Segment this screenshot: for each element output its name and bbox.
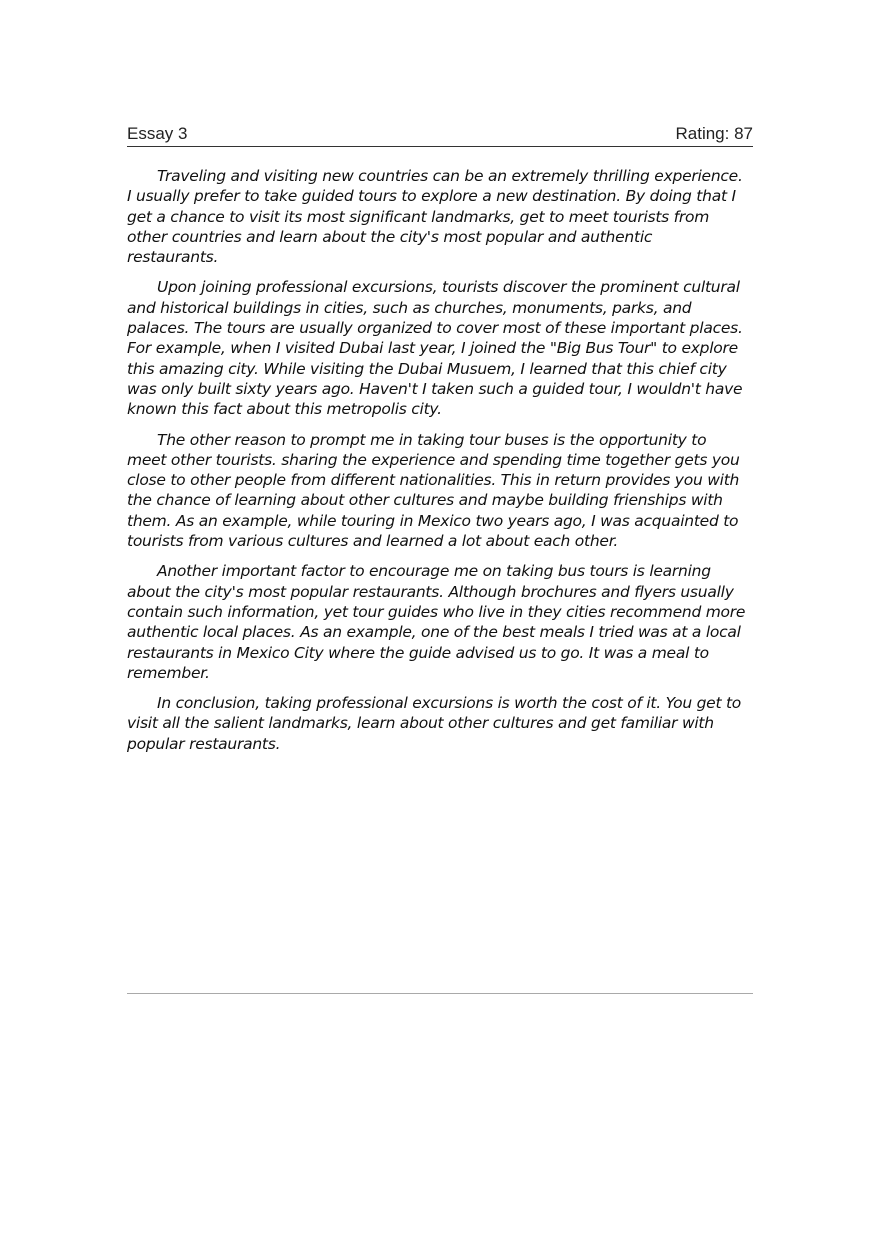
essay-title: Essay 3: [127, 124, 188, 143]
essay-paragraph-tourists: The other reason to prompt me in taking tour buses is the opportunity to meet other tourists. sharing the experience and spending time together gets you close to other people from different nationalities. This in return provides you with the chance of learning about other cultures and maybe building frienships with them. As an example, while touring in Mexico two years ago, I was acquainted to tourists from various cultures and learned a lot about each other.: [127, 430, 740, 551]
essay-rating: Rating: 87: [675, 124, 753, 143]
page-header: [127, 124, 753, 147]
essay-paragraph-restaurants: Another important factor to encourage me on taking bus tours is learning about the city's most popular restaurants. Although brochures and flyers usually contain such information, yet tour guides who live in they cities recommend more authentic local places. As an example, one of the best meals I tried was at a local restaurants in Mexico City where the guide advised us to go. It was a meal to remember.: [127, 562, 746, 682]
essay-paragraph-conclusion: In conclusion, taking professional excursions is worth the cost of it. You get to visit all the salient landmarks, learn about other cultures and get familiar with popular restaurants.: [127, 694, 742, 753]
essay-paragraph-landmarks: Upon joining professional excursions, tourists discover the prominent cultural and historical buildings in cities, such as churches, monuments, parks, and palaces. The tours are usually organized to cover most of these important places. For example, when I visited Dubai last year, I joined the "Big Bus Tour" to explore this amazing city. While visiting the Dubai Musuem, I learned that this chief city was only built sixty years ago. Haven't I taken such a guided tour, I wouldn't have known this fact about this metropolis city.: [127, 278, 743, 419]
essay-body: [127, 166, 747, 764]
essay-paragraph-intro: Traveling and visiting new countries can be an extremely thrilling experience. I usually prefer to take guided tours to explore a new destination. By doing that I get a chance to visit its most significant landmarks, get to meet tourists from other countries and learn about the city's most popular and authentic restaurants.: [127, 167, 743, 267]
footer-divider: [127, 993, 753, 994]
